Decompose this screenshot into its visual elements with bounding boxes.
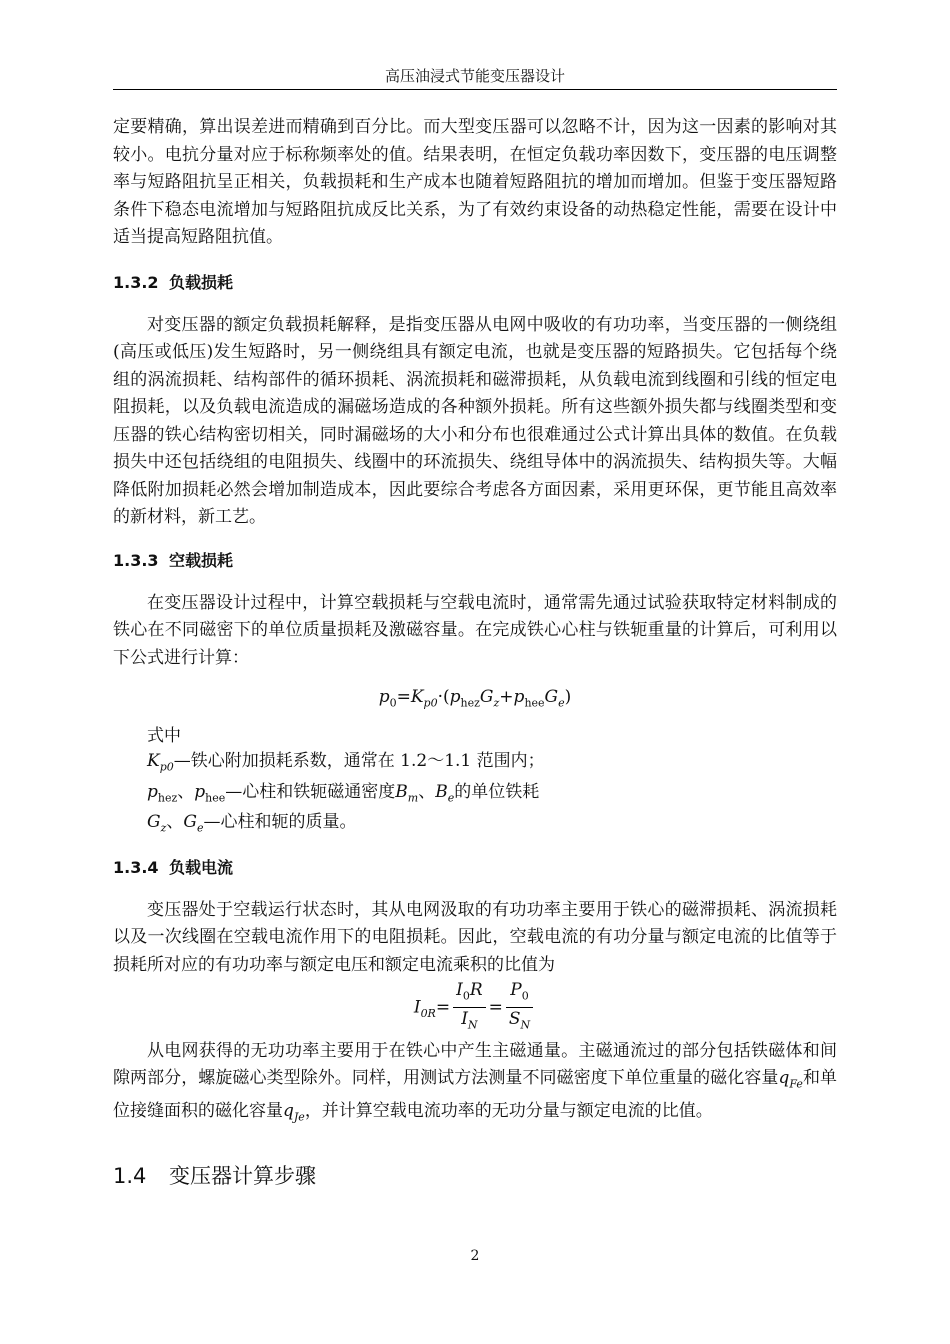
section-title: 负载电流 (169, 857, 234, 877)
definition-phez-phee: $p_{hez}$、$p_{hee}—$心柱和铁轭磁通密度$B_m$、$B_e$的单位铁耗 (147, 781, 540, 805)
page-number: 2 (470, 1248, 480, 1264)
paragraph-load-current: 变压器处于空载运行状态时，其从电网汲取的有功功率主要用于铁心的磁滞损耗、涡流损耗以及一次线圈在空载电流作用下的电阻损耗。因此，空载电流的有功分量与额定电流的比值等于损耗所对应的有功功率与额定电压和额定电流乘积的比值为 (113, 899, 837, 975)
section-title: 空载损耗 (169, 550, 234, 570)
section-heading-1-3-2 (113, 270, 837, 296)
section-heading-1-3-3 (113, 548, 837, 574)
section-number: 1.3.4 (113, 857, 159, 877)
section-number: 1.4 (113, 1164, 147, 1189)
page-header: 高压油浸式节能变压器设计 (384, 67, 565, 85)
paragraph-short-circuit-impedance: 定要精确，算出误差进而精确到百分比。而大型变压器可以忽略不计，因为这一因素的影响对其较小。电抗分量对应于标称频率处的值。结果表明，在恒定负载功率因数下，变压器的电压调整率与短路阻抗呈正相关，负载损耗和生产成本也随着短路阻抗的增加而增加。但鉴于变压器短路条件下稳态电流增加与短路阻抗成反比关系，为了有效约束设备的动热稳定性能，需要在设计中适当提高短路阻抗值。 (113, 117, 837, 247)
section-heading-1-3-4 (113, 855, 837, 881)
definition-gz-ge: $G_z$、$G_e—$心柱和轭的质量。 (147, 812, 357, 835)
section-title: 变压器计算步骤 (169, 1164, 316, 1189)
section-number: 1.3.2 (113, 272, 159, 292)
header-rule (113, 89, 837, 90)
section-number: 1.3.3 (113, 550, 159, 570)
page-body (113, 114, 837, 1191)
paragraph-load-loss: 对变压器的额定负载损耗解释，是指变压器从电网中吸收的有功功率，当变压器的一侧绕组(高压或低压)发生短路时，另一侧绕组具有额定电流，也就是变压器的短路损失。它包括每个绕组的涡流损耗、结构部件的循环损耗、涡流损耗和磁滞损耗，从负载电流到线圈和引线的恒定电阻损耗，以及负载电流造成的漏磁场造成的各种额外损耗。所有这些额外损失都与线圈类型和变压器的铁心结构密切相关，同时漏磁场的大小和分布也很难通过公式计算出具体的数值。在负载损失中还包括绕组的电阻损失、线圈中的环流损失、绕组导体中的涡流损失、结构损失等。大幅降低附加损耗必然会增加制造成本，因此要综合考虑各方面因素，采用更环保，更节能且高效率的新材料，新工艺。 (113, 314, 837, 527)
paragraph-reactive-power: 从电网获得的无功功率主要用于在铁心中产生主磁通量。主磁通流过的部分包括铁磁体和间隙两部分，螺旋磁心类型除外。同样，用测试方法测量不同磁密度下单位重量的磁化容量$q_{Fe}$和单位接缝面积的磁化容量$q_{Je}$，并计算空载电流功率的无功分量与额定电流的比值。 (113, 1040, 837, 1124)
where-label: 式中 (147, 726, 181, 747)
section-heading-1-4 (113, 1161, 837, 1191)
formula-active-current-ratio: $I_{0R}=$ $\frac{I_0R}{I_N}$ = $\frac{P_0}{S_N}$ (113, 979, 837, 1038)
formula-no-load-loss: $p_0=K_{p0}\cdot(p_{hez}G_z+p_{hee}G_e)$ (378, 687, 572, 710)
definition-kp0: $K_{p0}—$铁心附加损耗系数，通常在 1.2～1.1 范围内； (147, 751, 545, 774)
paragraph-no-load-loss: 在变压器设计过程中，计算空载损耗与空载电流时，通常需先通过试验获取特定材料制成的铁心在不同磁密下的单位质量损耗及激磁容量。在完成铁心心柱与铁轭重量的计算后，可利用以下公式进行计算： (113, 592, 837, 668)
section-title: 负载损耗 (169, 272, 234, 292)
